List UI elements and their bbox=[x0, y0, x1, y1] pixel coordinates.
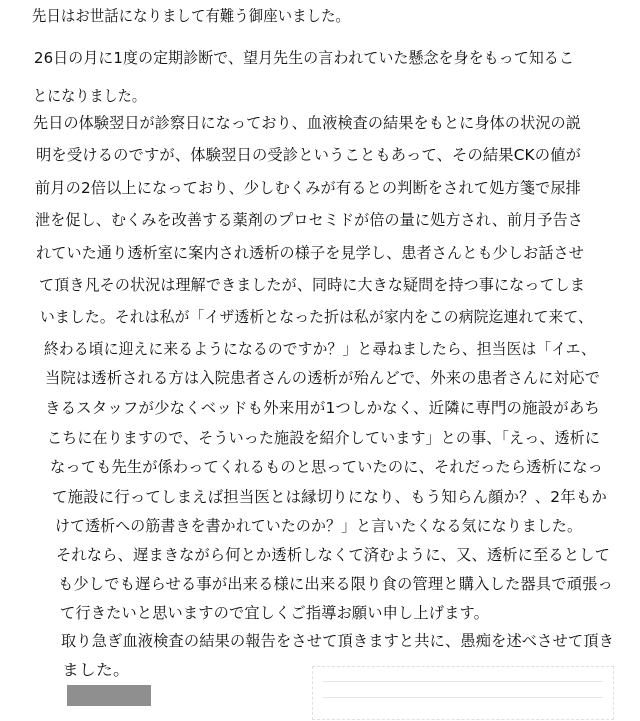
letter-line: 泄を促し、むくみを改善する薬剤のプロセミドが倍の量に処方され、前月予告さ bbox=[35, 211, 584, 229]
letter-line: 先日の体験翌日が診察日になっており、血液検査の結果をもとに身体の状況の説 bbox=[33, 114, 581, 132]
letter-line: 明を受けるのですが、体験翌日の受診ということもあって、その結果CKの値が bbox=[36, 146, 581, 164]
letter-line: て行きたいと思いますので宜しくご指導お願い申し上げます。 bbox=[60, 604, 490, 622]
letter-line: 先日はお世話になりまして有難う御座いました。 bbox=[32, 7, 351, 25]
letter-line: けて透析への筋書きを書かれていたのか？」と言いたくなる気になりました。 bbox=[55, 517, 583, 535]
letter-line: 前月の2倍以上になっており、少しむくみが有るとの判断をされて処方箋で尿排 bbox=[35, 179, 582, 197]
letter-line: 終わる頃に迎えに来るようになるのですか？」と尋ねましたら、担当医は「イエ、 bbox=[44, 340, 596, 358]
letter-line: も少しでも遅らせる事が出来る様に出来る限り食の管理と購入した器具で頑張っ bbox=[58, 575, 613, 593]
letter-line: 26日の月に1度の定期診断で、望月先生の言われていた懸念を身をもって知るこ bbox=[34, 49, 574, 67]
letter-line: きるスタッフが少なくベッドも外来用が1つしかなく、近隣に専門の施設があち bbox=[45, 399, 601, 417]
letter-line: それなら、遅まきながら何とか透析しなくて済むように、又、透析に至るとして bbox=[56, 546, 610, 564]
letter-line: て施設に行ってしまえば担当医とは縁切りになり、もう知らん顔か？、2年もか bbox=[52, 488, 607, 506]
letter-line: 取り急ぎ血液検査の結果の報告をさせて頂きますと共に、愚痴を述べさせて頂き bbox=[61, 632, 614, 650]
letter-line: なっても先生が係わってくれるものと思っていたのに、それだったら透析になっ bbox=[50, 458, 603, 476]
faded-stamp bbox=[312, 666, 614, 720]
letter-line: て頂き凡その状況は理解できましたが、同時に大きな疑問を持つ事になってしま bbox=[39, 276, 585, 294]
letter-line: とになりました。 bbox=[33, 87, 147, 105]
letter-line: ました。 bbox=[62, 661, 130, 679]
letter-line: 当院は透析される方は入院患者さんの透析が殆んどで、外来の患者さんに対応で bbox=[45, 369, 601, 387]
letter-line: こちに在りますので、そういった施設を紹介しています」との事、「えっ、透析に bbox=[47, 429, 600, 447]
letter-line: いました。それは私が「イザ透析となった折は私が家内をこの病院迄連れて来て、 bbox=[40, 308, 593, 326]
redaction-box bbox=[67, 685, 151, 706]
letter-line: れていた通り透析室に案内され透析の様子を見学し、患者さんとも少しお話させ bbox=[36, 244, 584, 262]
